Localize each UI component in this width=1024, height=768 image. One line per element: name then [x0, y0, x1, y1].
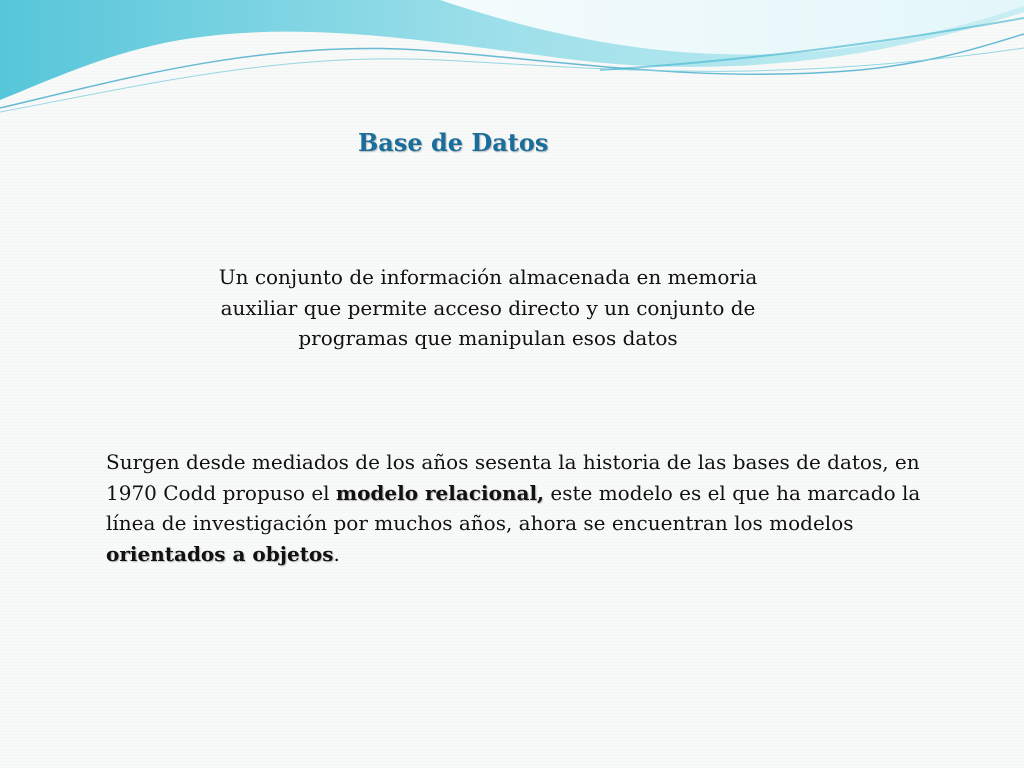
history-text-2: este modelo es el que ha marcado la línea de investigación por muchos años, ahora se encuentran los modelos	[106, 480, 921, 535]
slide-title: Base de Datos	[358, 128, 549, 157]
history-text-3: .	[333, 541, 340, 566]
header-wave-decoration	[0, 0, 1024, 130]
history-paragraph	[106, 447, 946, 569]
definition-paragraph: Un conjunto de información almacenada en memoria auxiliar que permite acceso directo y un conjunto de programas que manipulan esos datos	[218, 265, 758, 350]
history-text-1: Surgen desde mediados de los años sesenta la historia de las bases de datos, en 1970 Codd propuso el	[106, 450, 920, 505]
emphasis-relational-model: modelo relacional,	[335, 480, 545, 505]
emphasis-object-oriented: orientados a objetos	[106, 541, 334, 566]
